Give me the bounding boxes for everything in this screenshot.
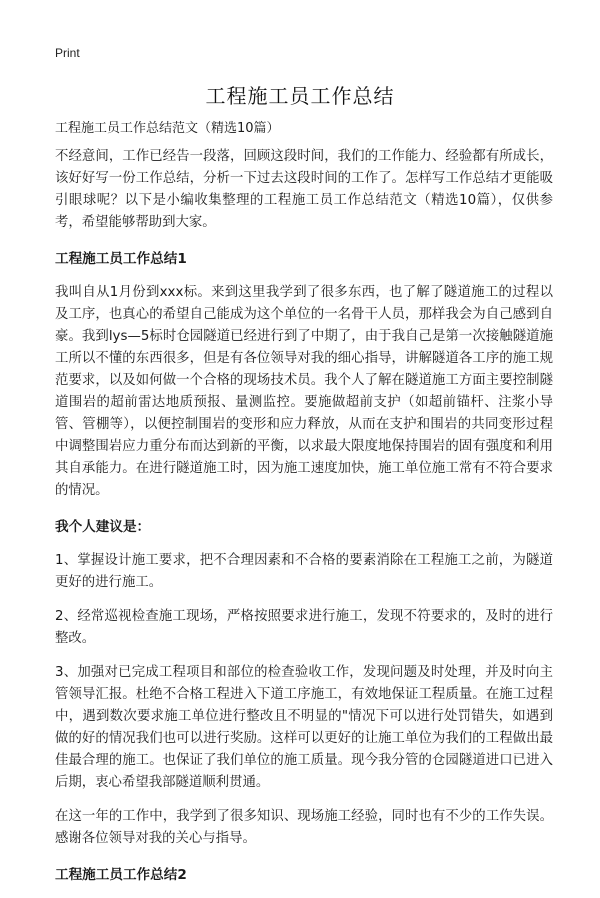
section-2-heading: 工程施工员工作总结2 <box>55 867 187 883</box>
section-1-heading: 工程施工员工作总结1 <box>55 251 187 267</box>
section-1-paragraph: 我叫自从1月份到xxx标。来到这里我学到了很多东西，也了解了隧道施工的过程以及工序，也真心的希望自己能成为这个单位的一名骨干人员，那样我会为自己感到自豪。我到lys—5标时仓园隧道已经进行到了中期了，由于我自己是第一次接触隧道施工所以不懂的东西很多，但是有各位领导对我的细心指导，讲解隧道各工序的施工规范要求，以及如何做一个合格的现场技术员。我个人了解在隧道施工方面主要控制隧道围岩的超前雷达地质预报、量测监控。要施做超前支护（如超前锚杆、注浆小导管、管棚等），以便控制围岩的变形和应力释放，从而在支护和围岩的共同变形过程中调整围岩应力重分布而达到新的平衡，以求最大限度地保持围岩的固有强度和利用其自承能力。在进行隧道施工时，因为施工速度加快，施工单位施工常有不符合要求的情况。 <box>55 285 553 498</box>
suggestion-item-1: 1、掌握设计施工要求，把不合理因素和不合格的要素消除在工程施工之前，为隧道更好的进行施工。 <box>55 553 553 590</box>
print-link[interactable]: Print <box>55 46 80 60</box>
suggestion-heading: 我个人建议是： <box>55 519 151 535</box>
document-subtitle: 工程施工员工作总结范文（精选10篇） <box>55 121 280 136</box>
closing-paragraph: 在这一年的工作中，我学到了很多知识、现场施工经验，同时也有不少的工作失误。感谢各位领导对我的关心与指导。 <box>55 809 553 846</box>
suggestion-item-2: 2、经常巡视检查施工现场，严格按照要求进行施工，发现不符要求的，及时的进行整改。 <box>55 609 553 646</box>
intro-paragraph: 不经意间，工作已经告一段落，回顾这段时间，我们的工作能力、经验都有所成长，该好好写一份工作总结，分析一下过去这段时间的工作了。怎样写工作总结才更能吸引眼球呢？以下是小编收集整理的工程施工员工作总结范文（精选10篇），仅供参考，希望能够帮助到大家。 <box>55 149 553 230</box>
suggestion-item-3: 3、加强对已完成工程项目和部位的检查验收工作，发现问题及时处理，并及时向主管领导汇报。杜绝不合格工程进入下道工序施工，有效地保证工程质量。在施工过程中，遇到数次要求施工单位进行整改且不明显的"情况下可以进行处罚错失，如遇到做的好的情况我们也可以进行奖励。这样可以更好的让施工单位为我们的工程做出最佳最合理的施工。也保证了我们单位的施工质量。现今我分管的仓园隧道进口已进入后期，衷心希望我部隧道顺利贯通。 <box>55 665 553 790</box>
document-title: 工程施工员工作总结 <box>205 84 395 108</box>
document-body <box>55 118 553 898</box>
